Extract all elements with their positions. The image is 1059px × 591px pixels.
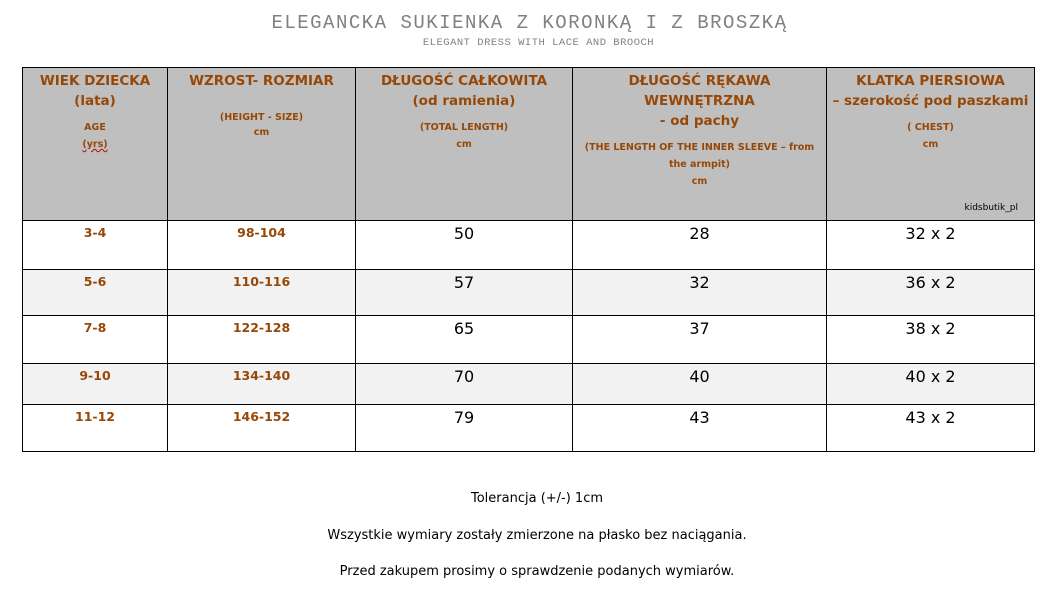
cell-length [356,270,573,316]
cell-chest [827,221,1035,270]
cell-size-value: 98-104 [237,225,286,240]
cell-age-value: 11-12 [75,409,115,424]
header-age-label-unit: (lata) [74,93,116,109]
cell-chest-value: 38 x 2 [905,319,956,338]
header-sleeve-label: DŁUGOŚĆ RĘKAWA WEWNĘTRZNA [628,73,771,109]
table-header-row [23,68,1035,221]
header-length-unit: cm [456,139,472,150]
cell-length-value: 57 [453,273,475,292]
cell-length [356,405,573,452]
cell-age-value: 9-10 [79,368,111,383]
column-header-height [168,68,356,221]
cell-length [356,221,573,270]
header-age-english-unit [23,136,167,153]
cell-size [168,364,356,405]
cell-size [168,221,356,270]
cell-chest [827,364,1035,405]
table-row [23,364,1035,405]
header-height-unit: cm [253,127,270,138]
table-row [23,221,1035,270]
cell-size-value: 134-140 [232,368,291,383]
measurement-note: Wszystkie wymiary zostały zmierzone na płasko bez naciągania. [327,528,747,543]
cell-size [168,316,356,364]
brand-watermark: kidsbutik_pl [964,203,1018,213]
header-age-english: AGE [84,122,106,133]
cell-sleeve-value: 28 [689,224,710,243]
cell-age-value: 3-4 [83,225,107,240]
cell-chest [827,405,1035,452]
column-header-age [23,68,168,221]
column-header-sleeve [573,68,827,221]
cell-sleeve-value: 32 [689,273,710,292]
cell-length [356,364,573,405]
cell-size-value: 110-116 [232,274,291,289]
cell-sleeve-value: 40 [689,367,710,386]
column-header-total-length [356,68,573,221]
size-chart-table [22,67,1035,452]
cell-age-value: 5-6 [83,274,107,289]
cell-size-value: 146-152 [232,409,291,424]
header-sleeve-english: (THE LENGTH OF THE INNER SLEEVE – from [584,142,815,153]
cell-size [168,405,356,452]
cell-age-value: 7-8 [83,320,107,335]
cell-chest-value: 32 x 2 [905,224,956,243]
cell-sleeve-value: 37 [689,319,710,338]
cell-age [23,270,168,316]
cell-age [23,364,168,405]
cell-chest-value: 36 x 2 [905,273,956,292]
table-row [23,405,1035,452]
cell-chest-value: 43 x 2 [905,408,956,427]
header-height-english: (HEIGHT - SIZE) [219,112,304,123]
column-header-chest [827,68,1035,221]
page-title: ELEGANCKA SUKIENKA Z KORONKĄ I Z BROSZKĄ [271,12,788,34]
header-chest-english: ( CHEST) [907,122,954,133]
cell-age [23,405,168,452]
header-age-label: WIEK DZIECKA [39,73,151,89]
cell-chest [827,270,1035,316]
header-chest-unit: cm [922,139,939,150]
page-subtitle: ELEGANT DRESS WITH LACE AND BROOCH [422,37,655,49]
cell-length-value: 50 [453,224,475,243]
header-sleeve-unit: cm [691,176,708,187]
header-chest-label: KLATKA PIERSIOWA [856,73,1005,89]
cell-length-value: 65 [453,319,475,338]
cell-chest-value: 40 x 2 [905,367,956,386]
header-length-label-sub: (od ramienia) [412,93,516,109]
header-sleeve-english-cont: the armpit) [669,159,730,170]
check-note: Przed zakupem prosimy o sprawdzenie podanych wymiarów. [339,564,735,579]
cell-age [23,316,168,364]
cell-age [23,221,168,270]
cell-length-value: 79 [453,408,475,427]
cell-size-value: 122-128 [232,320,291,335]
header-sleeve-label-sub: - od pachy [659,113,740,129]
cell-sleeve [573,316,827,364]
header-length-english: (TOTAL LENGTH) [419,122,509,133]
cell-sleeve-value: 43 [689,408,710,427]
cell-sleeve [573,405,827,452]
cell-sleeve [573,364,827,405]
cell-chest [827,316,1035,364]
cell-sleeve [573,221,827,270]
cell-sleeve [573,270,827,316]
header-height-label: WZROST- ROZMIAR [189,73,334,89]
cell-length-value: 70 [453,367,475,386]
table-row [23,316,1035,364]
header-length-label: DŁUGOŚĆ CAŁKOWITA [380,73,548,89]
table-row [23,270,1035,316]
header-age-english-unit-text: (yrs) [82,139,108,150]
cell-length [356,316,573,364]
header-chest-label-sub: – szerokość pod paszkami [832,93,1029,109]
tolerance-note: Tolerancja (+/-) 1cm [470,491,604,506]
cell-size [168,270,356,316]
